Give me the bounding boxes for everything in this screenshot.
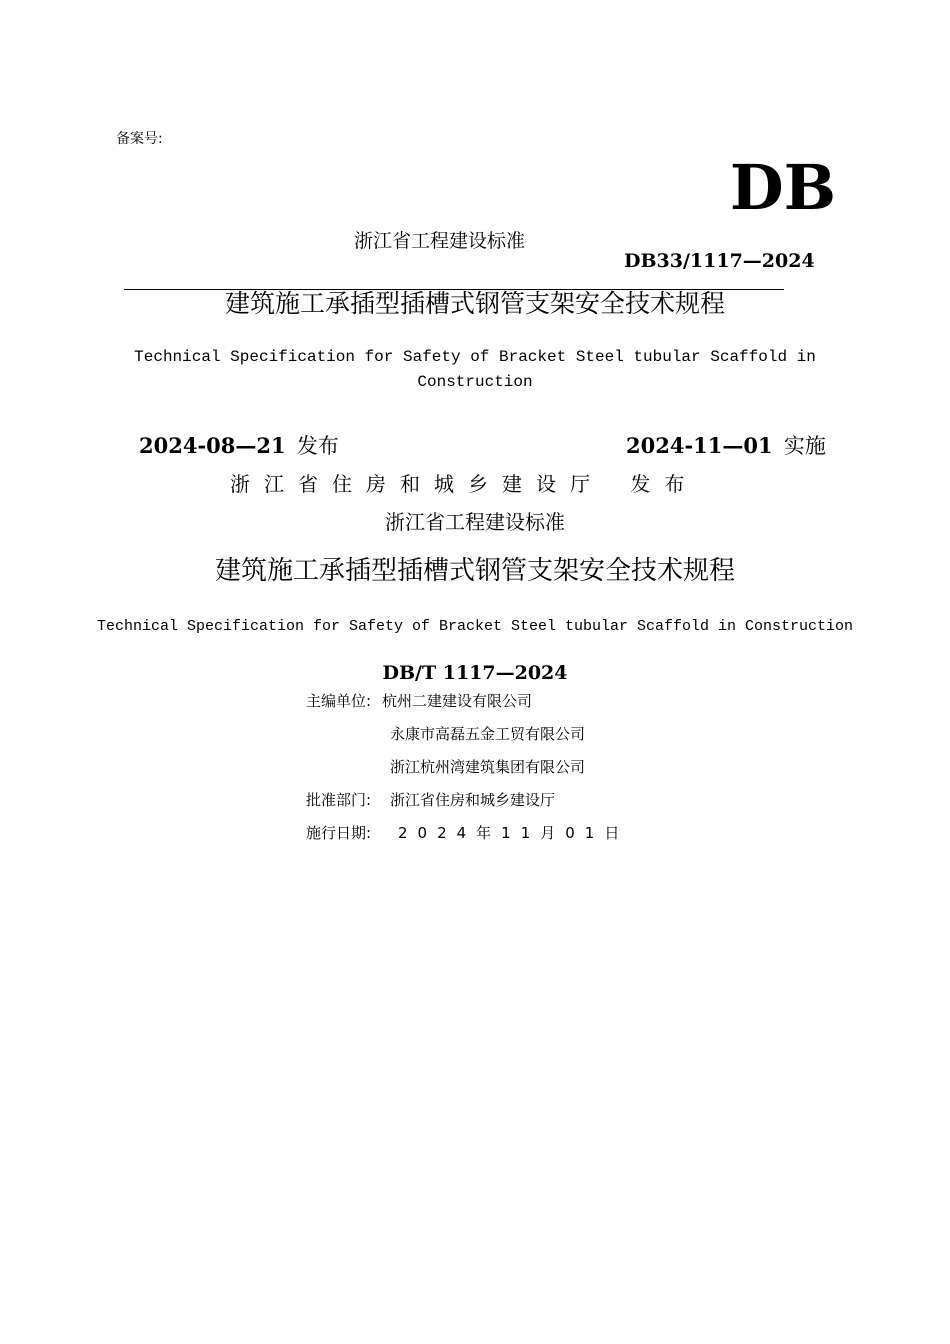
chief-editor-unit-3: 浙江杭州湾建筑集团有限公司 <box>390 758 586 776</box>
chief-editor-unit-1: 杭州二建建设有限公司 <box>382 692 533 710</box>
issuer-block <box>230 468 698 497</box>
inner-category: 浙江省工程建设标准 <box>385 510 565 534</box>
effective-date-label: 施行日期: <box>306 824 372 842</box>
implementation-date: 2024-11—01 <box>626 433 773 458</box>
approval-dept-label: 批准部门: <box>306 791 372 809</box>
chief-editor-unit-2: 永康市高磊五金工贸有限公司 <box>390 725 586 743</box>
cover-standard-number: DB33/1117—2024 <box>624 250 815 272</box>
implementation-word: 实施 <box>783 434 826 458</box>
cover-title-cn: 建筑施工承插型插槽式钢管支架安全技术规程 <box>224 289 725 318</box>
cover-category: 浙江省工程建设标准 <box>354 230 526 252</box>
cover-title-en-line1: Technical Specification for Safety of Bracket Steel tubular Scaffold in <box>134 348 816 366</box>
issuer-name: 浙江省住房和城乡建设厅 <box>230 472 604 496</box>
inner-standard-number: DB/T 1117—2024 <box>382 662 568 684</box>
issue-word: 发布 <box>296 434 339 458</box>
approval-dept-value: 浙江省住房和城乡建设厅 <box>390 791 556 809</box>
implementation-date-block <box>626 430 826 460</box>
issuer-issue-word: 发布 <box>630 472 699 496</box>
cover-title-en-line2: Construction <box>417 373 533 391</box>
issue-date-block <box>139 430 339 460</box>
issue-date: 2024-08—21 <box>139 433 286 458</box>
db-mark: DB <box>729 151 836 224</box>
chief-editor-label: 主编单位: <box>306 692 372 710</box>
inner-title-cn: 建筑施工承插型插槽式钢管支架安全技术规程 <box>214 556 735 586</box>
inner-title-en: Technical Specification for Safety of Bracket Steel tubular Scaffold in Construction <box>96 618 854 635</box>
effective-date-value: 2024年11月01日 <box>398 824 630 842</box>
filing-number-label: 备案号: <box>116 131 163 147</box>
